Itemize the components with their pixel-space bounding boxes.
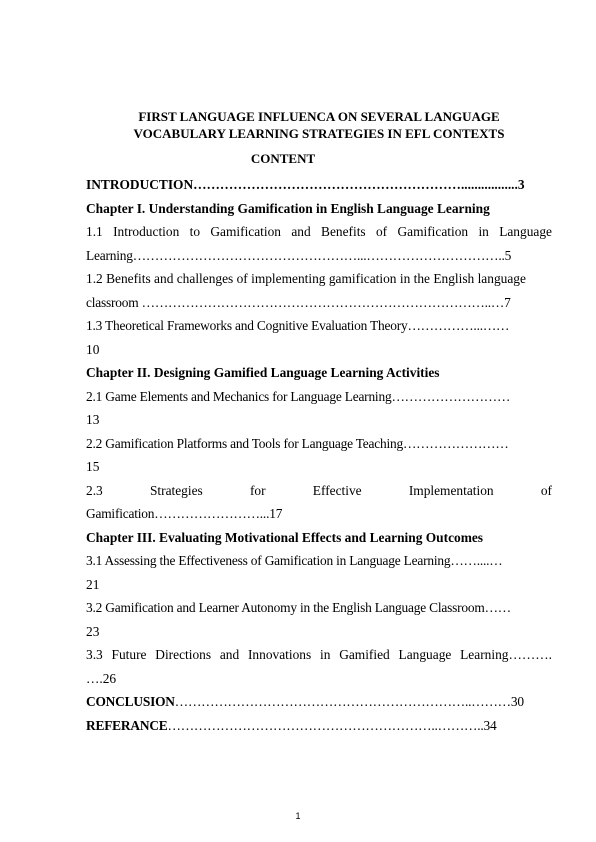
page-number: 1 bbox=[295, 811, 301, 821]
toc-entry-2-3-line-1 bbox=[86, 479, 552, 503]
word: for bbox=[249, 482, 266, 498]
toc-entry-1-1-line-2: Learning……………………………………………...…………………………..5 bbox=[86, 247, 512, 263]
toc-chapter-3: Chapter III. Evaluating Motivational Effects and Learning Outcomes bbox=[86, 529, 484, 545]
word: Learning………. bbox=[460, 647, 552, 662]
word: 1.1 bbox=[86, 224, 103, 239]
toc-entry-1-3-line-2: 10 bbox=[86, 341, 100, 357]
word: Introduction bbox=[113, 224, 180, 239]
toc-entry-1-1-line-1 bbox=[86, 220, 552, 244]
word: Benefits bbox=[321, 224, 366, 239]
word: and bbox=[291, 224, 311, 239]
toc-entry-conclusion bbox=[86, 690, 552, 714]
word: in bbox=[319, 647, 331, 662]
toc-entry-1-2-line-1: 1.2 Benefits and challenges of implementing gamification in the English language bbox=[86, 271, 526, 286]
word: to bbox=[189, 224, 201, 239]
toc-entry-3-3-line-1 bbox=[86, 643, 552, 667]
toc-entry-2-1-line-1: 2.1 Game Elements and Mechanics for Language Learning……………………… bbox=[86, 388, 511, 404]
toc-entry-2-2-line-2: 15 bbox=[86, 459, 100, 474]
toc-entry-conclusion-leader: …………………………………………………………..………30 bbox=[174, 694, 524, 709]
toc-entry-referance bbox=[86, 714, 552, 738]
title-line-1: FIRST LANGUAGE INFLUENCA ON SEVERAL LANGUAGE bbox=[138, 109, 500, 124]
word: Language bbox=[499, 224, 552, 239]
toc-entry-3-3-line-2: ….26 bbox=[86, 670, 117, 686]
toc-entry-1-2-line-2: classroom ……………………………………………………………………..…7 bbox=[86, 294, 511, 310]
word: in bbox=[478, 224, 489, 239]
word: Implementation bbox=[408, 482, 494, 498]
word: Language bbox=[398, 647, 452, 662]
word: of bbox=[375, 224, 388, 239]
word: of bbox=[540, 482, 552, 498]
word: Effective bbox=[312, 482, 362, 498]
title-line-2: VOCABULARY LEARNING STRATEGIES IN EFL CONTEXTS bbox=[133, 126, 505, 141]
toc-entry-referance-label: REFERANCE bbox=[86, 717, 168, 733]
word: Strategies bbox=[149, 482, 203, 498]
word: Directions bbox=[155, 647, 212, 662]
word: 2.3 bbox=[86, 482, 103, 498]
toc-entry-1-3-line-1: 1.3 Theoretical Frameworks and Cognitive Evaluation Theory……………...…… bbox=[86, 318, 510, 333]
toc-chapter-2: Chapter II. Designing Gamified Language Learning Activities bbox=[86, 365, 440, 380]
toc-entry-3-2-line-1: 3.2 Gamification and Learner Autonomy in the English Language Classroom…… bbox=[86, 600, 511, 615]
word: Future bbox=[111, 647, 147, 662]
table-of-contents bbox=[86, 173, 552, 737]
toc-entry-2-2-line-1: 2.2 Gamification Platforms and Tools for Language Teaching…………………… bbox=[86, 435, 509, 451]
word: and bbox=[219, 647, 240, 662]
word: Gamification bbox=[210, 224, 282, 239]
word: Innovations bbox=[247, 647, 312, 662]
toc-entry-introduction: INTRODUCTION…………………………………………………….................3 bbox=[86, 177, 525, 192]
toc-entry-2-3-line-2: Gamification……………………...17 bbox=[86, 506, 283, 521]
toc-entry-referance-leader: ……………………………………………………..………..34 bbox=[167, 717, 497, 733]
toc-entry-3-2-line-2: 23 bbox=[86, 623, 100, 639]
toc-chapter-1: Chapter I. Understanding Gamification in English Language Learning bbox=[86, 200, 490, 216]
word: Gamification bbox=[397, 224, 469, 239]
word: 3.3 bbox=[86, 647, 103, 662]
toc-entry-2-1-line-2: 13 bbox=[86, 412, 100, 427]
toc-entry-conclusion-label: CONCLUSION bbox=[86, 694, 175, 709]
content-heading: CONTENT bbox=[250, 151, 316, 166]
toc-entry-3-1-line-1: 3.1 Assessing the Effectiveness of Gamification in Language Learning……....… bbox=[86, 553, 503, 568]
toc-entry-3-1-line-2: 21 bbox=[86, 576, 100, 592]
word: Gamified bbox=[339, 647, 390, 662]
